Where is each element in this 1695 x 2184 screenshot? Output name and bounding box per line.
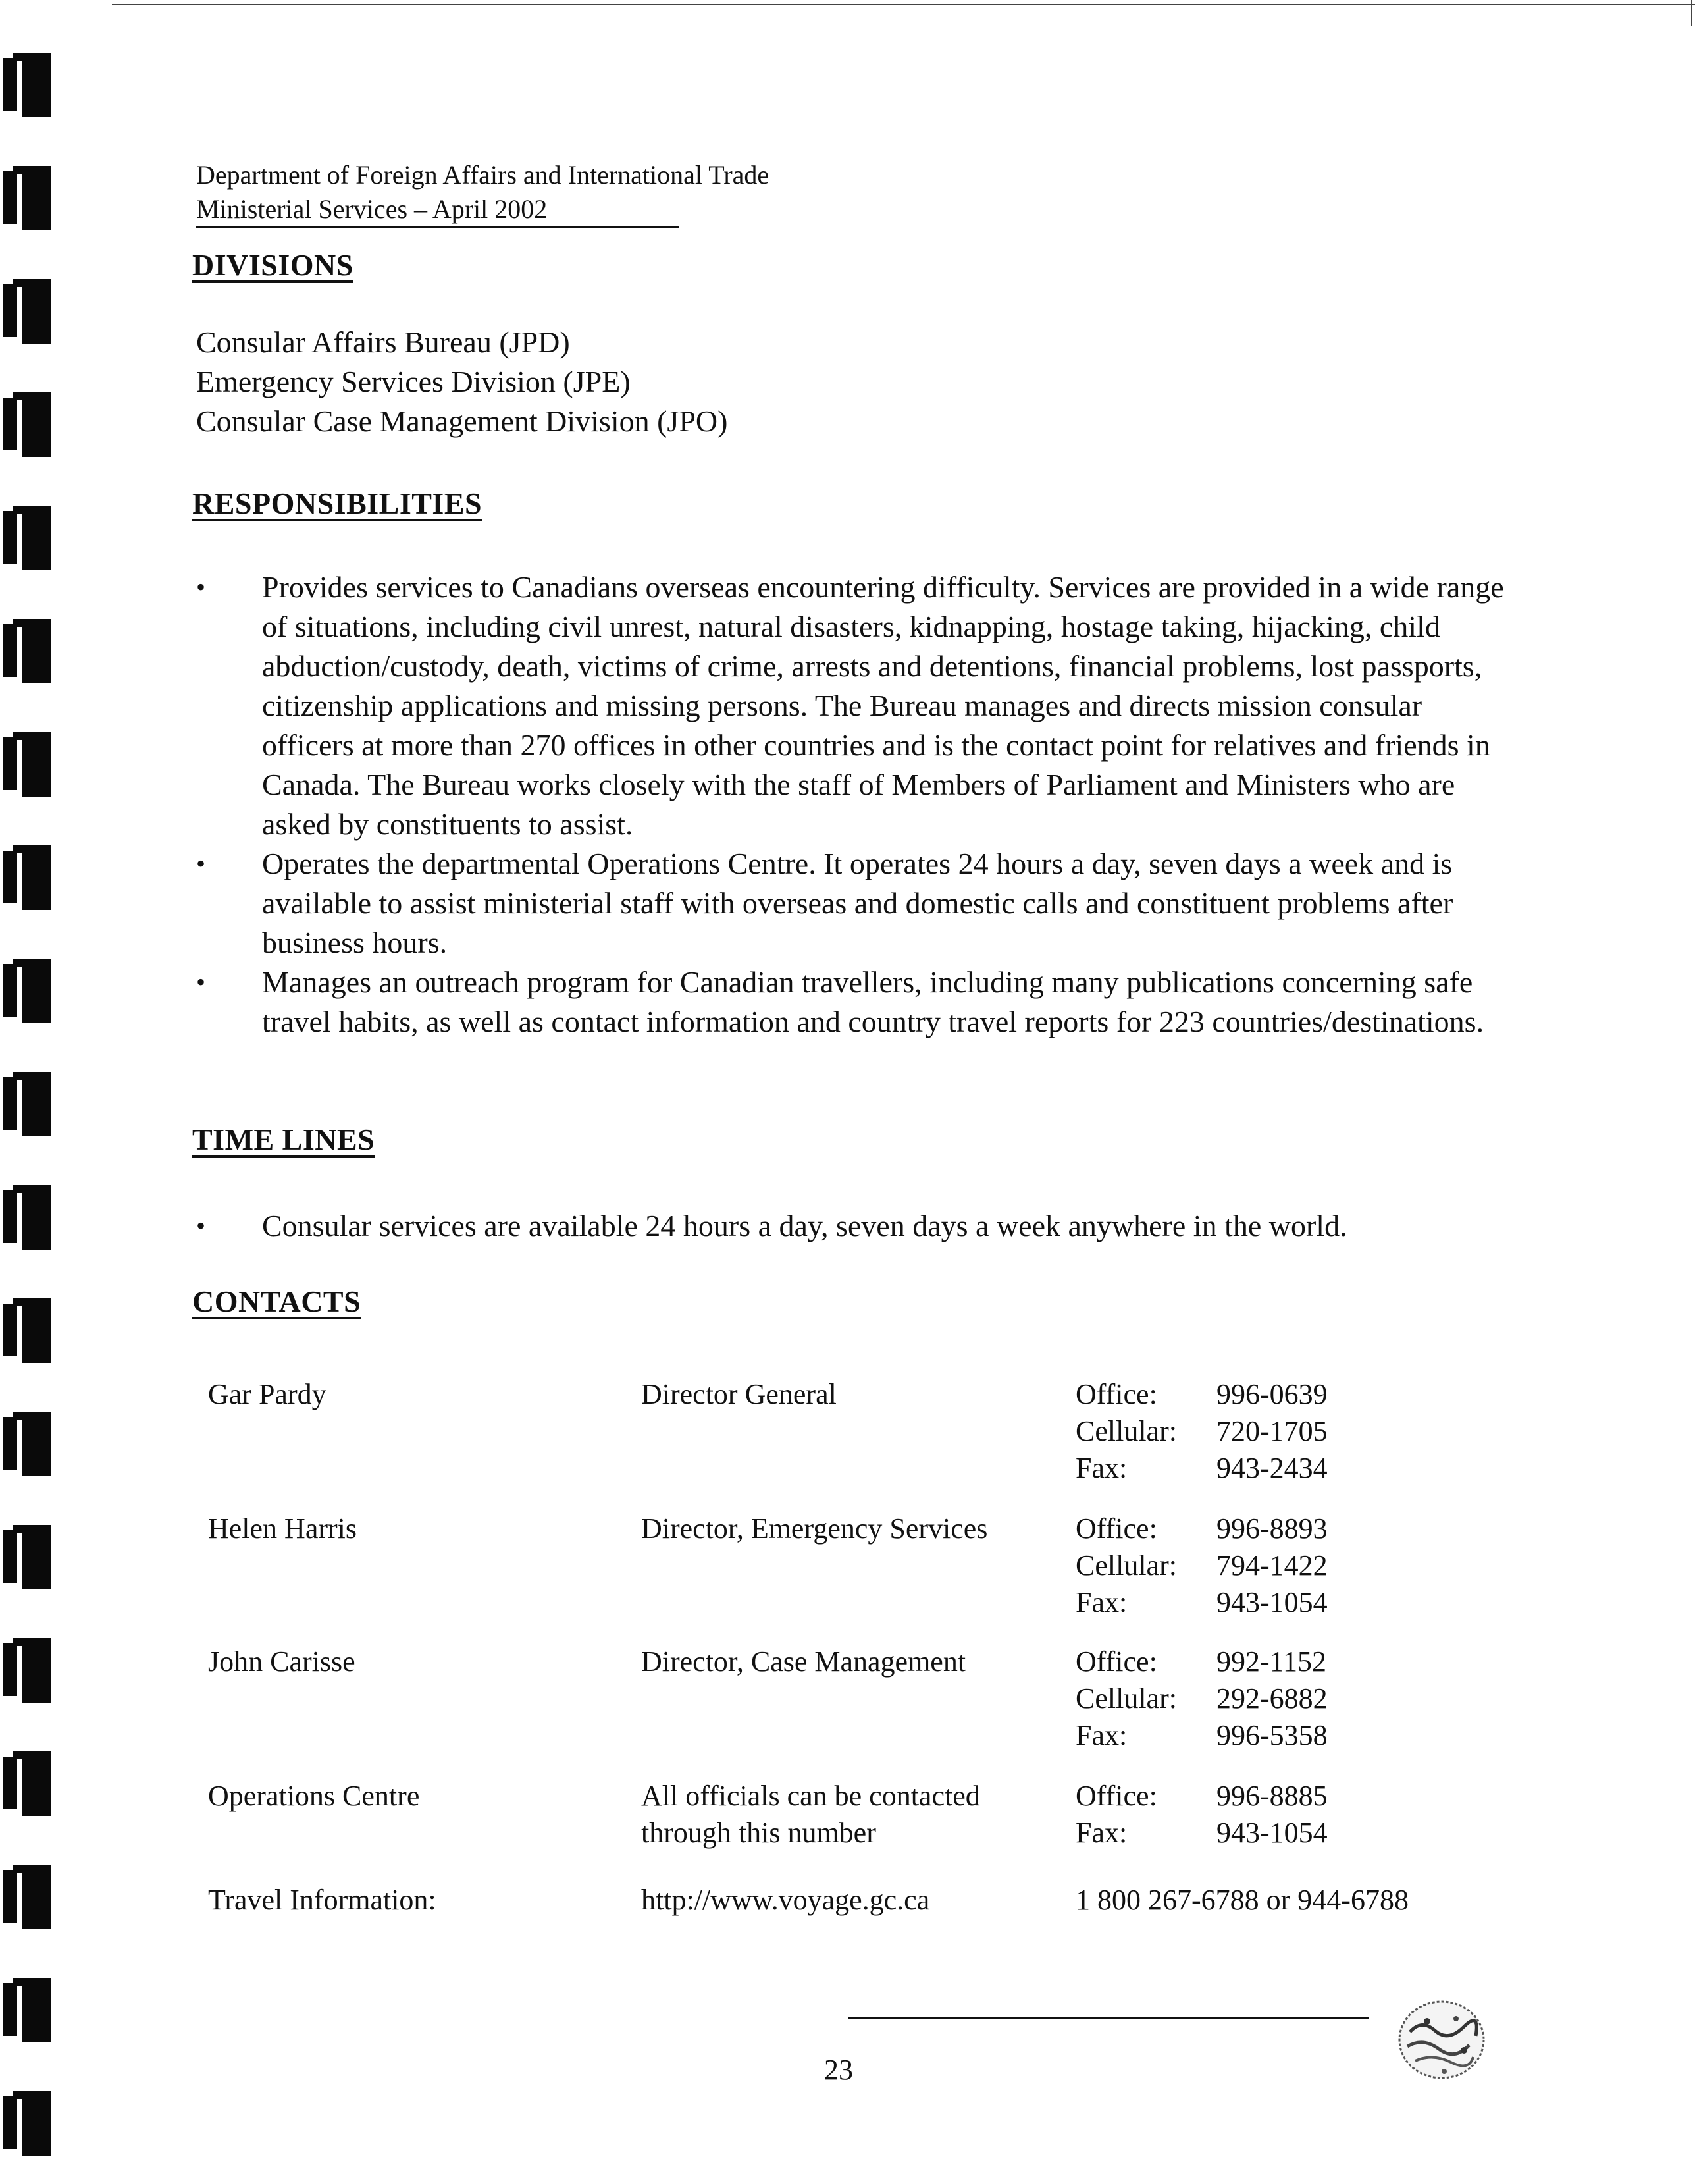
binder-mark (3, 1298, 49, 1363)
contact-phones (1076, 1376, 1328, 1487)
list-item (192, 963, 1509, 1042)
contact-name: Gar Pardy (208, 1378, 326, 1410)
phone-label: Cellular: (1076, 1549, 1177, 1582)
phone-line (1076, 1643, 1328, 1680)
phone-number: 996-0639 (1216, 1378, 1328, 1410)
phone-line (1076, 1547, 1328, 1584)
seal-stamp-icon (1395, 1992, 1488, 2085)
phone-number: 720-1705 (1216, 1415, 1328, 1447)
bullet-icon: • (196, 849, 206, 878)
binder-mark (3, 166, 49, 230)
binder-mark (3, 1751, 49, 1816)
department-name: Department of Foreign Affairs and International Trade (196, 160, 769, 190)
contact-phones (1076, 1778, 1328, 1851)
page-number: 23 (824, 2054, 853, 2086)
binder-mark (3, 392, 49, 457)
binder-mark (3, 53, 49, 117)
binder-mark (3, 845, 49, 910)
phone-number: 996-8885 (1216, 1780, 1328, 1812)
division-item: Consular Affairs Bureau (JPD) (196, 325, 570, 359)
scan-top-edge (112, 4, 1695, 5)
contact-name: Helen Harris (208, 1512, 357, 1545)
phone-label: Office: (1076, 1645, 1157, 1678)
binder-mark (3, 2091, 49, 2156)
phone-line (1076, 1413, 1328, 1450)
bullet-icon: • (196, 1211, 206, 1240)
phone-label: Office: (1076, 1780, 1157, 1812)
phone-label: Fax: (1076, 1452, 1128, 1484)
phone-label: Fax: (1076, 1817, 1128, 1849)
scan-right-edge (1691, 0, 1692, 26)
travel-url-link[interactable]: http://www.voyage.gc.ca (641, 1884, 930, 1916)
phone-label: Fax: (1076, 1719, 1128, 1751)
phone-label: Cellular: (1076, 1682, 1177, 1715)
phone-label: Fax: (1076, 1586, 1128, 1618)
bullet-icon: • (196, 967, 206, 997)
phone-line (1076, 1717, 1328, 1754)
binder-mark (3, 1978, 49, 2042)
phone-line (1076, 1815, 1328, 1851)
header-subtitle: Ministerial Services – April 2002 (196, 192, 679, 228)
binder-mark (3, 959, 49, 1023)
phone-line (1076, 1376, 1328, 1413)
divisions-list (196, 323, 727, 441)
phone-line (1076, 1450, 1328, 1487)
phone-number: 996-5358 (1216, 1719, 1328, 1751)
binder-mark (3, 619, 49, 683)
document-header (196, 158, 769, 228)
contacts-heading: CONTACTS (192, 1285, 361, 1318)
timelines-list (192, 1206, 1509, 1246)
phone-label: Cellular: (1076, 1415, 1177, 1447)
phone-line (1076, 1510, 1328, 1547)
responsibility-text: Operates the departmental Operations Centre. It operates 24 hours a day, seven days a week and is available to assist ministerial staff with overseas and domestic calls and constituent problems after business hours. (262, 847, 1453, 959)
binder-mark (3, 1412, 49, 1476)
binder-mark (3, 1072, 49, 1136)
phone-line (1076, 1778, 1328, 1815)
phone-number: 996-8893 (1216, 1512, 1328, 1545)
binder-marks (0, 40, 59, 2173)
phone-line (1076, 1680, 1328, 1717)
list-item (192, 844, 1509, 963)
contact-title: Director, Case Management (641, 1645, 966, 1678)
phone-number: 943-1054 (1216, 1817, 1328, 1849)
contact-name: John Carisse (208, 1645, 355, 1678)
phone-number: 292-6882 (1216, 1682, 1328, 1715)
contact-name: Operations Centre (208, 1780, 420, 1812)
responsibilities-list (192, 568, 1509, 1042)
contact-title-line: through this number (641, 1817, 876, 1849)
binder-mark (3, 1525, 49, 1589)
responsibilities-heading: RESPONSIBILITIES (192, 487, 482, 520)
phone-number: 794-1422 (1216, 1549, 1328, 1582)
division-item: Emergency Services Division (JPE) (196, 365, 631, 398)
contact-title-line: All officials can be contacted (641, 1780, 980, 1812)
phone-label: Office: (1076, 1512, 1157, 1545)
timeline-text: Consular services are available 24 hours a day, seven days a week anywhere in the world. (262, 1209, 1347, 1242)
bullet-icon: • (196, 572, 206, 602)
list-item (192, 1206, 1509, 1246)
contact-phones (1076, 1643, 1328, 1754)
binder-mark (3, 506, 49, 570)
phone-number: 943-2434 (1216, 1452, 1328, 1484)
footer-rule (848, 2017, 1369, 2019)
contact-title: Director, Emergency Services (641, 1512, 988, 1545)
phone-number: 943-1054 (1216, 1586, 1328, 1618)
contact-title: Director General (641, 1378, 837, 1410)
binder-mark (3, 279, 49, 344)
contact-title (641, 1778, 980, 1851)
binder-mark (3, 732, 49, 797)
contact-phones (1076, 1510, 1328, 1621)
binder-mark (3, 1185, 49, 1250)
phone-line (1076, 1584, 1328, 1621)
travel-phone-numbers: 1 800 267-6788 or 944-6788 (1076, 1884, 1409, 1916)
phone-number: 992-1152 (1216, 1645, 1327, 1678)
contact-name: Travel Information: (208, 1884, 436, 1916)
binder-mark (3, 1638, 49, 1703)
division-item: Consular Case Management Division (JPO) (196, 404, 728, 438)
timelines-heading: TIME LINES (192, 1123, 375, 1156)
responsibility-text: Provides services to Canadians overseas encountering difficulty. Services are provided in a wide range of situations, including civil unrest, natural disasters, kidnapping, hostage taking, hijacking, child abduction/custody, death, victims of crime, arrests and detentions, financial problems, lost passports, citizenship applications and missing persons. The Bureau manages and directs mission consular officers at more than 270 offices in other countries and is the contact point for relatives and friends in Canada. The Bureau works closely with the staff of Members of Parliament and Ministers who are asked by constituents to assist. (262, 570, 1504, 841)
responsibility-text: Manages an outreach program for Canadian travellers, including many publications concerning safe travel habits, as well as contact information and country travel reports for 223 countries/destinations. (262, 965, 1484, 1038)
binder-mark (3, 1865, 49, 1929)
list-item (192, 568, 1509, 844)
phone-label: Office: (1076, 1378, 1157, 1410)
divisions-heading: DIVISIONS (192, 248, 353, 282)
